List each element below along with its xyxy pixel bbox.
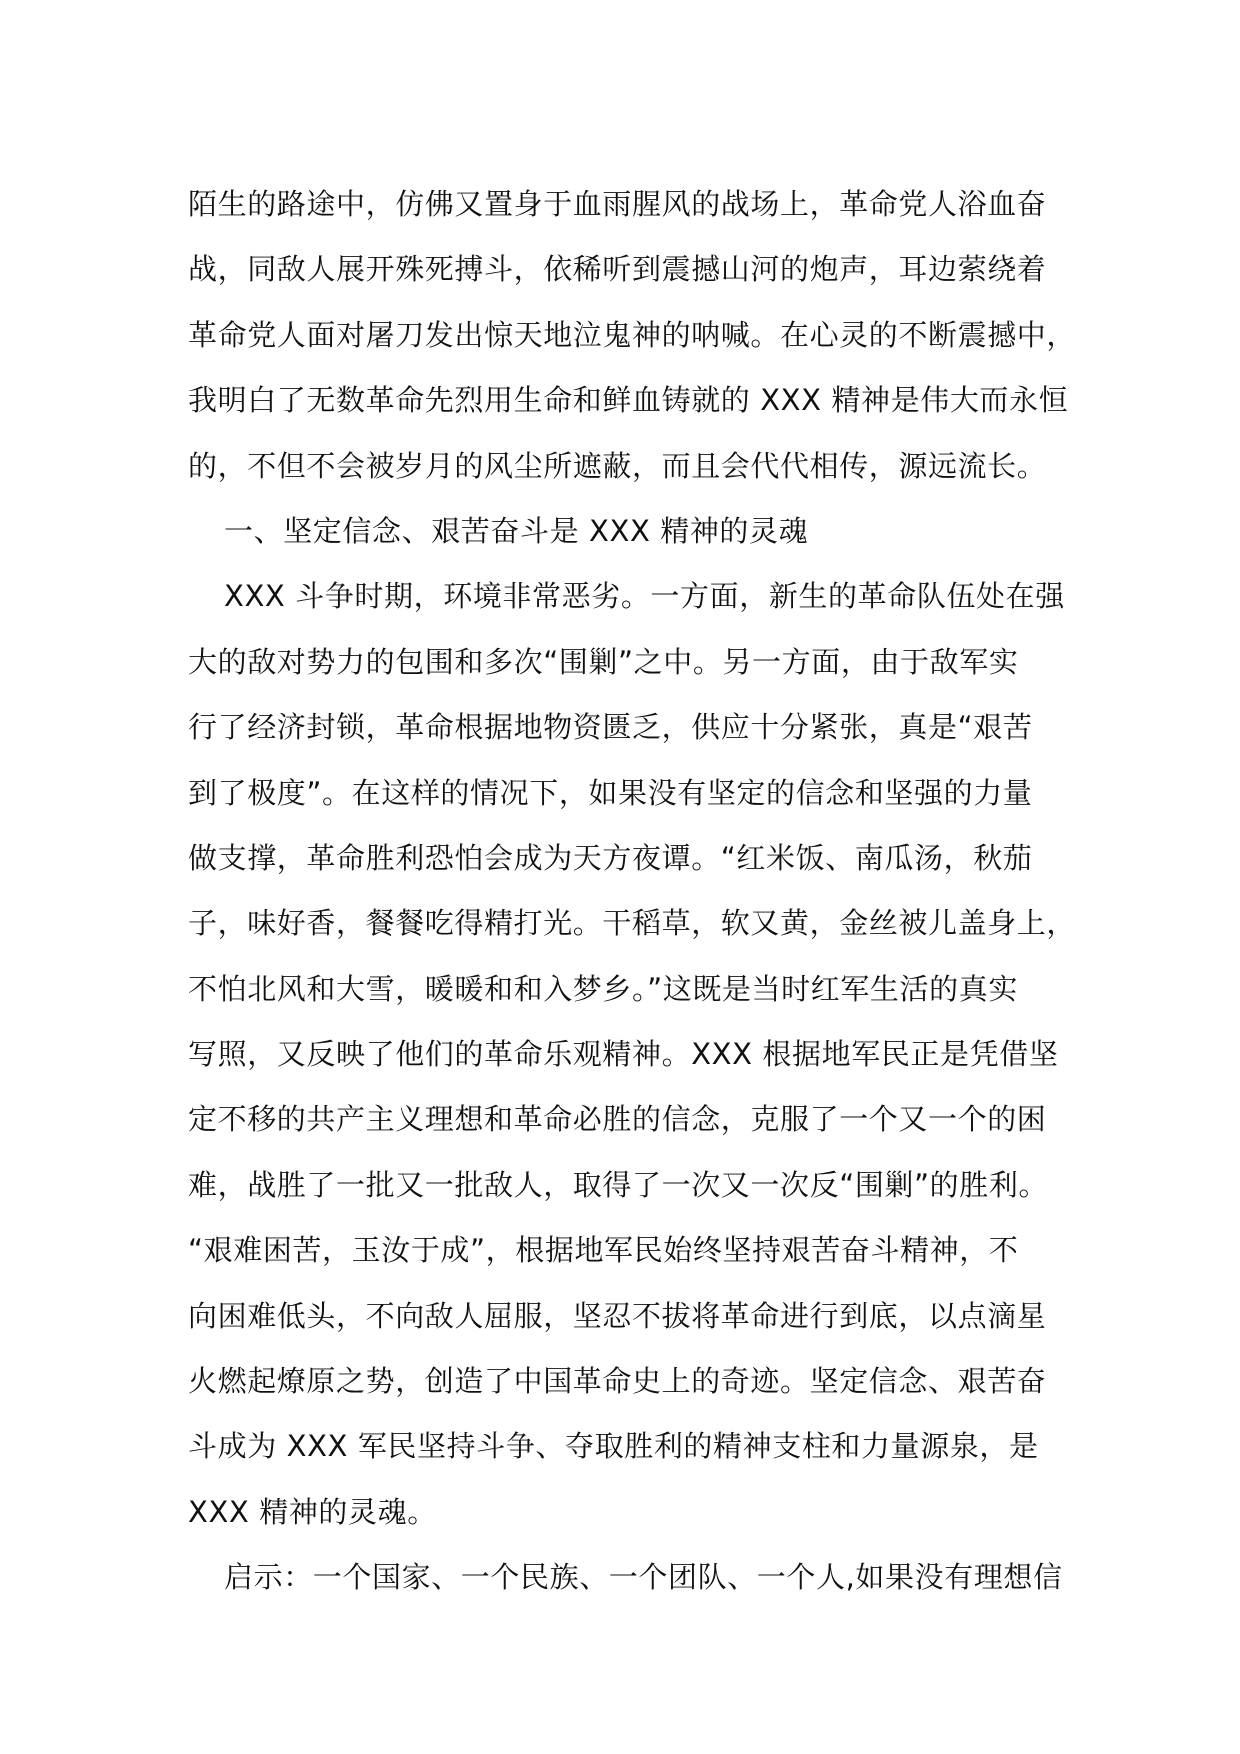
text-line-18: 向困难低头，不向敌人屈服，坚忍不拔将革命进行到底，以点滴星 bbox=[188, 1298, 1047, 1333]
text-line-9: 行了经济封锁，革命根据地物资匮乏，供应十分紧张，真是“艰苦 bbox=[188, 710, 1033, 745]
text-line-17: “艰难困苦，玉汝于成”，根据地军民始终坚持艰苦奋斗精神，不 bbox=[188, 1233, 1019, 1268]
text-line-14: 写照，又反映了他们的革命乐观精神。XXX 根据地军民正是凭借坚 bbox=[188, 1037, 1059, 1072]
text-line-10: 到了极度”。在这样的情况下，如果没有坚定的信念和坚强的力量 bbox=[188, 775, 1033, 810]
text-line-2: 战，同敌人展开殊死搏斗，依稀听到震撼山河的炮声，耳边萦绕着 bbox=[188, 252, 1047, 287]
text-line-19: 火燃起燎原之势，创造了中国革命史上的奇迹。坚定信念、艰苦奋 bbox=[188, 1364, 1047, 1399]
section-heading: 一、坚定信念、艰苦奋斗是 XXX 精神的灵魂 bbox=[224, 513, 809, 548]
text-line-13: 不怕北风和大雪，暖暖和和入梦乡。”这既是当时红军生活的真实 bbox=[188, 971, 1018, 1006]
body-text bbox=[188, 172, 1088, 1611]
text-line-3: 革命党人面对屠刀发出惊天地泣鬼神的呐喊。在心灵的不断震撼中， bbox=[188, 317, 1077, 352]
text-line-21: XXX 精神的灵魂。 bbox=[188, 1494, 437, 1529]
text-line-4: 我明白了无数革命先烈用生命和鲜血铸就的 XXX 精神是伟大而永恒 bbox=[188, 383, 1069, 418]
text-line-1: 陌生的路途中，仿佛又置身于血雨腥风的战场上，革命党人浴血奋 bbox=[188, 187, 1047, 221]
text-line-8: 大的敌对势力的包围和多次“围剿”之中。另一方面，由于敌军实 bbox=[188, 644, 1019, 679]
text-line-22: 启示：一个国家、一个民族、一个团队、一个人,如果没有理想信 bbox=[224, 1560, 1063, 1595]
text-line-16: 难，战胜了一批又一批敌人，取得了一次又一次反“围剿”的胜利。 bbox=[188, 1167, 1049, 1202]
text-line-5: 的，不但不会被岁月的风尘所遮蔽，而且会代代相传，源远流长。 bbox=[188, 448, 1047, 483]
text-line-11: 做支撑，革命胜利恐怕会成为天方夜谭。“红米饭、南瓜汤，秋茄 bbox=[188, 840, 1033, 875]
text-line-7: XXX 斗争时期，环境非常恶劣。一方面，新生的革命队伍处在强 bbox=[224, 579, 1065, 614]
text-line-20: 斗成为 XXX 军民坚持斗争、夺取胜利的精神支柱和力量源泉，是 bbox=[188, 1429, 1039, 1464]
text-line-15: 定不移的共产主义理想和革命必胜的信念，克服了一个又一个的困 bbox=[188, 1102, 1047, 1137]
text-line-12: 子，味好香，餐餐吃得精打光。干稻草，软又黄，金丝被儿盖身上， bbox=[188, 906, 1077, 941]
